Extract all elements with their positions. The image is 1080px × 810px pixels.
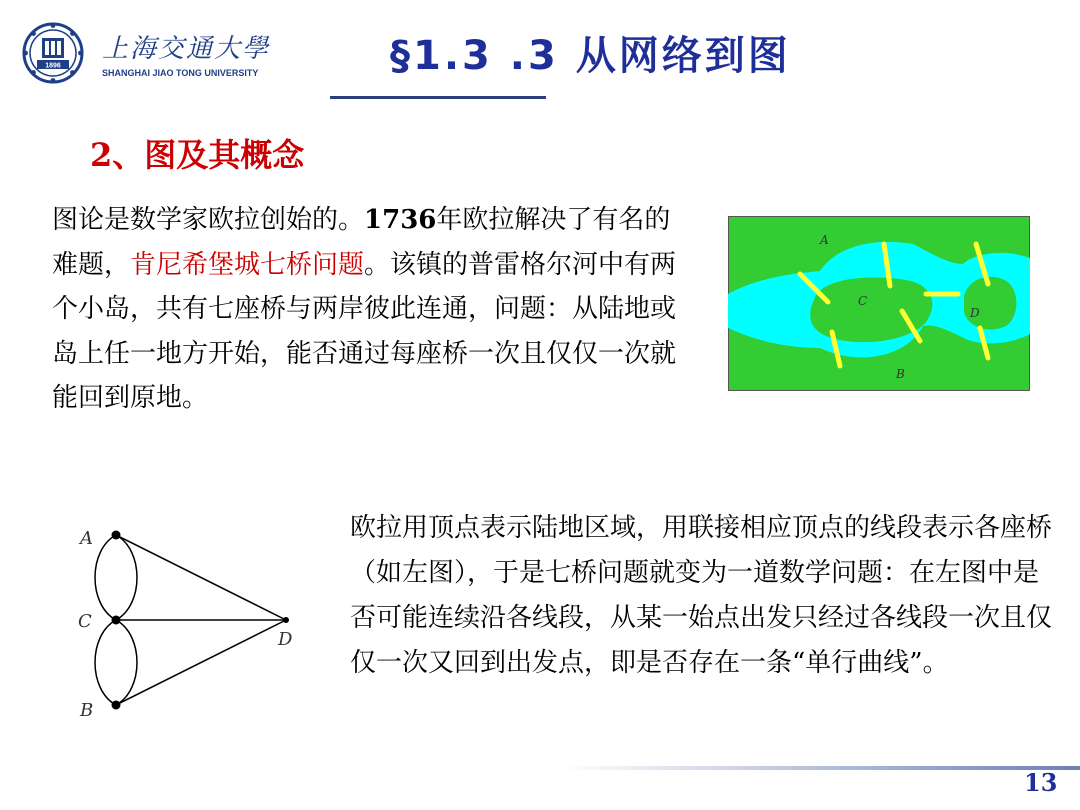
section-heading: 2、图及其概念 xyxy=(90,136,305,174)
graph-label-d: D xyxy=(278,629,293,650)
edge-bd xyxy=(116,620,286,705)
graph-label-a: A xyxy=(80,528,93,549)
map-label-b: B xyxy=(896,367,905,381)
vertex-a xyxy=(112,531,121,540)
university-name-cn: 上海交通大學 xyxy=(102,34,271,64)
edge-ac-left xyxy=(95,535,116,620)
graph-label-b: B xyxy=(80,700,94,721)
map-label-d: D xyxy=(970,306,980,320)
university-name-en: SHANGHAI JIAO TONG UNIVERSITY xyxy=(102,68,259,78)
svg-text:1896: 1896 xyxy=(45,62,61,70)
intro-text-3: 。该镇的普雷格尔河中有两个小岛，共有七座桥与两岸彼此连通，问题：从陆地或岛上任一地方开始，能否通过每座桥一次且仅仅一次就能回到原地。 xyxy=(52,249,677,413)
edge-ad xyxy=(116,535,286,620)
university-logo xyxy=(22,22,271,84)
intro-year: 1736 xyxy=(364,205,437,235)
graph-label-c: C xyxy=(78,611,92,632)
slide-title: §1.3 .3 从网络到图 xyxy=(390,33,791,79)
vertex-c xyxy=(112,616,121,625)
vertex-d xyxy=(283,617,289,623)
intro-highlight: 肯尼希堡城七桥问题 xyxy=(130,249,365,280)
edge-ac-right xyxy=(116,535,137,620)
map-label-c: C xyxy=(858,294,868,308)
page-number: 13 xyxy=(1024,768,1058,797)
bridge-graph xyxy=(70,520,310,725)
title-underline xyxy=(330,96,546,99)
konigsberg-map xyxy=(728,216,1030,391)
vertex-b xyxy=(112,701,121,710)
intro-paragraph xyxy=(52,198,692,421)
footer-rule xyxy=(560,766,1080,770)
intro-text-1: 图论是数学家欧拉创始的。 xyxy=(52,205,365,235)
euler-paragraph: 欧拉用顶点表示陆地区域，用联接相应顶点的线段表示各座桥（如左图），于是七桥问题就变为一道数学问题：在左图中是否可能连续沿各线段，从某一始点出发只经过各线段一次且仅仅一次又回到出发点，即是否存在一条“单行曲线”。 xyxy=(350,513,1053,678)
graph-edges xyxy=(95,535,286,705)
map-label-a: A xyxy=(820,233,829,247)
intro-text-2: 年欧拉解决了有名的难题， xyxy=(52,205,671,280)
edge-cb-right xyxy=(116,620,137,705)
university-seal-icon xyxy=(22,22,84,84)
edge-cb-left xyxy=(95,620,116,705)
